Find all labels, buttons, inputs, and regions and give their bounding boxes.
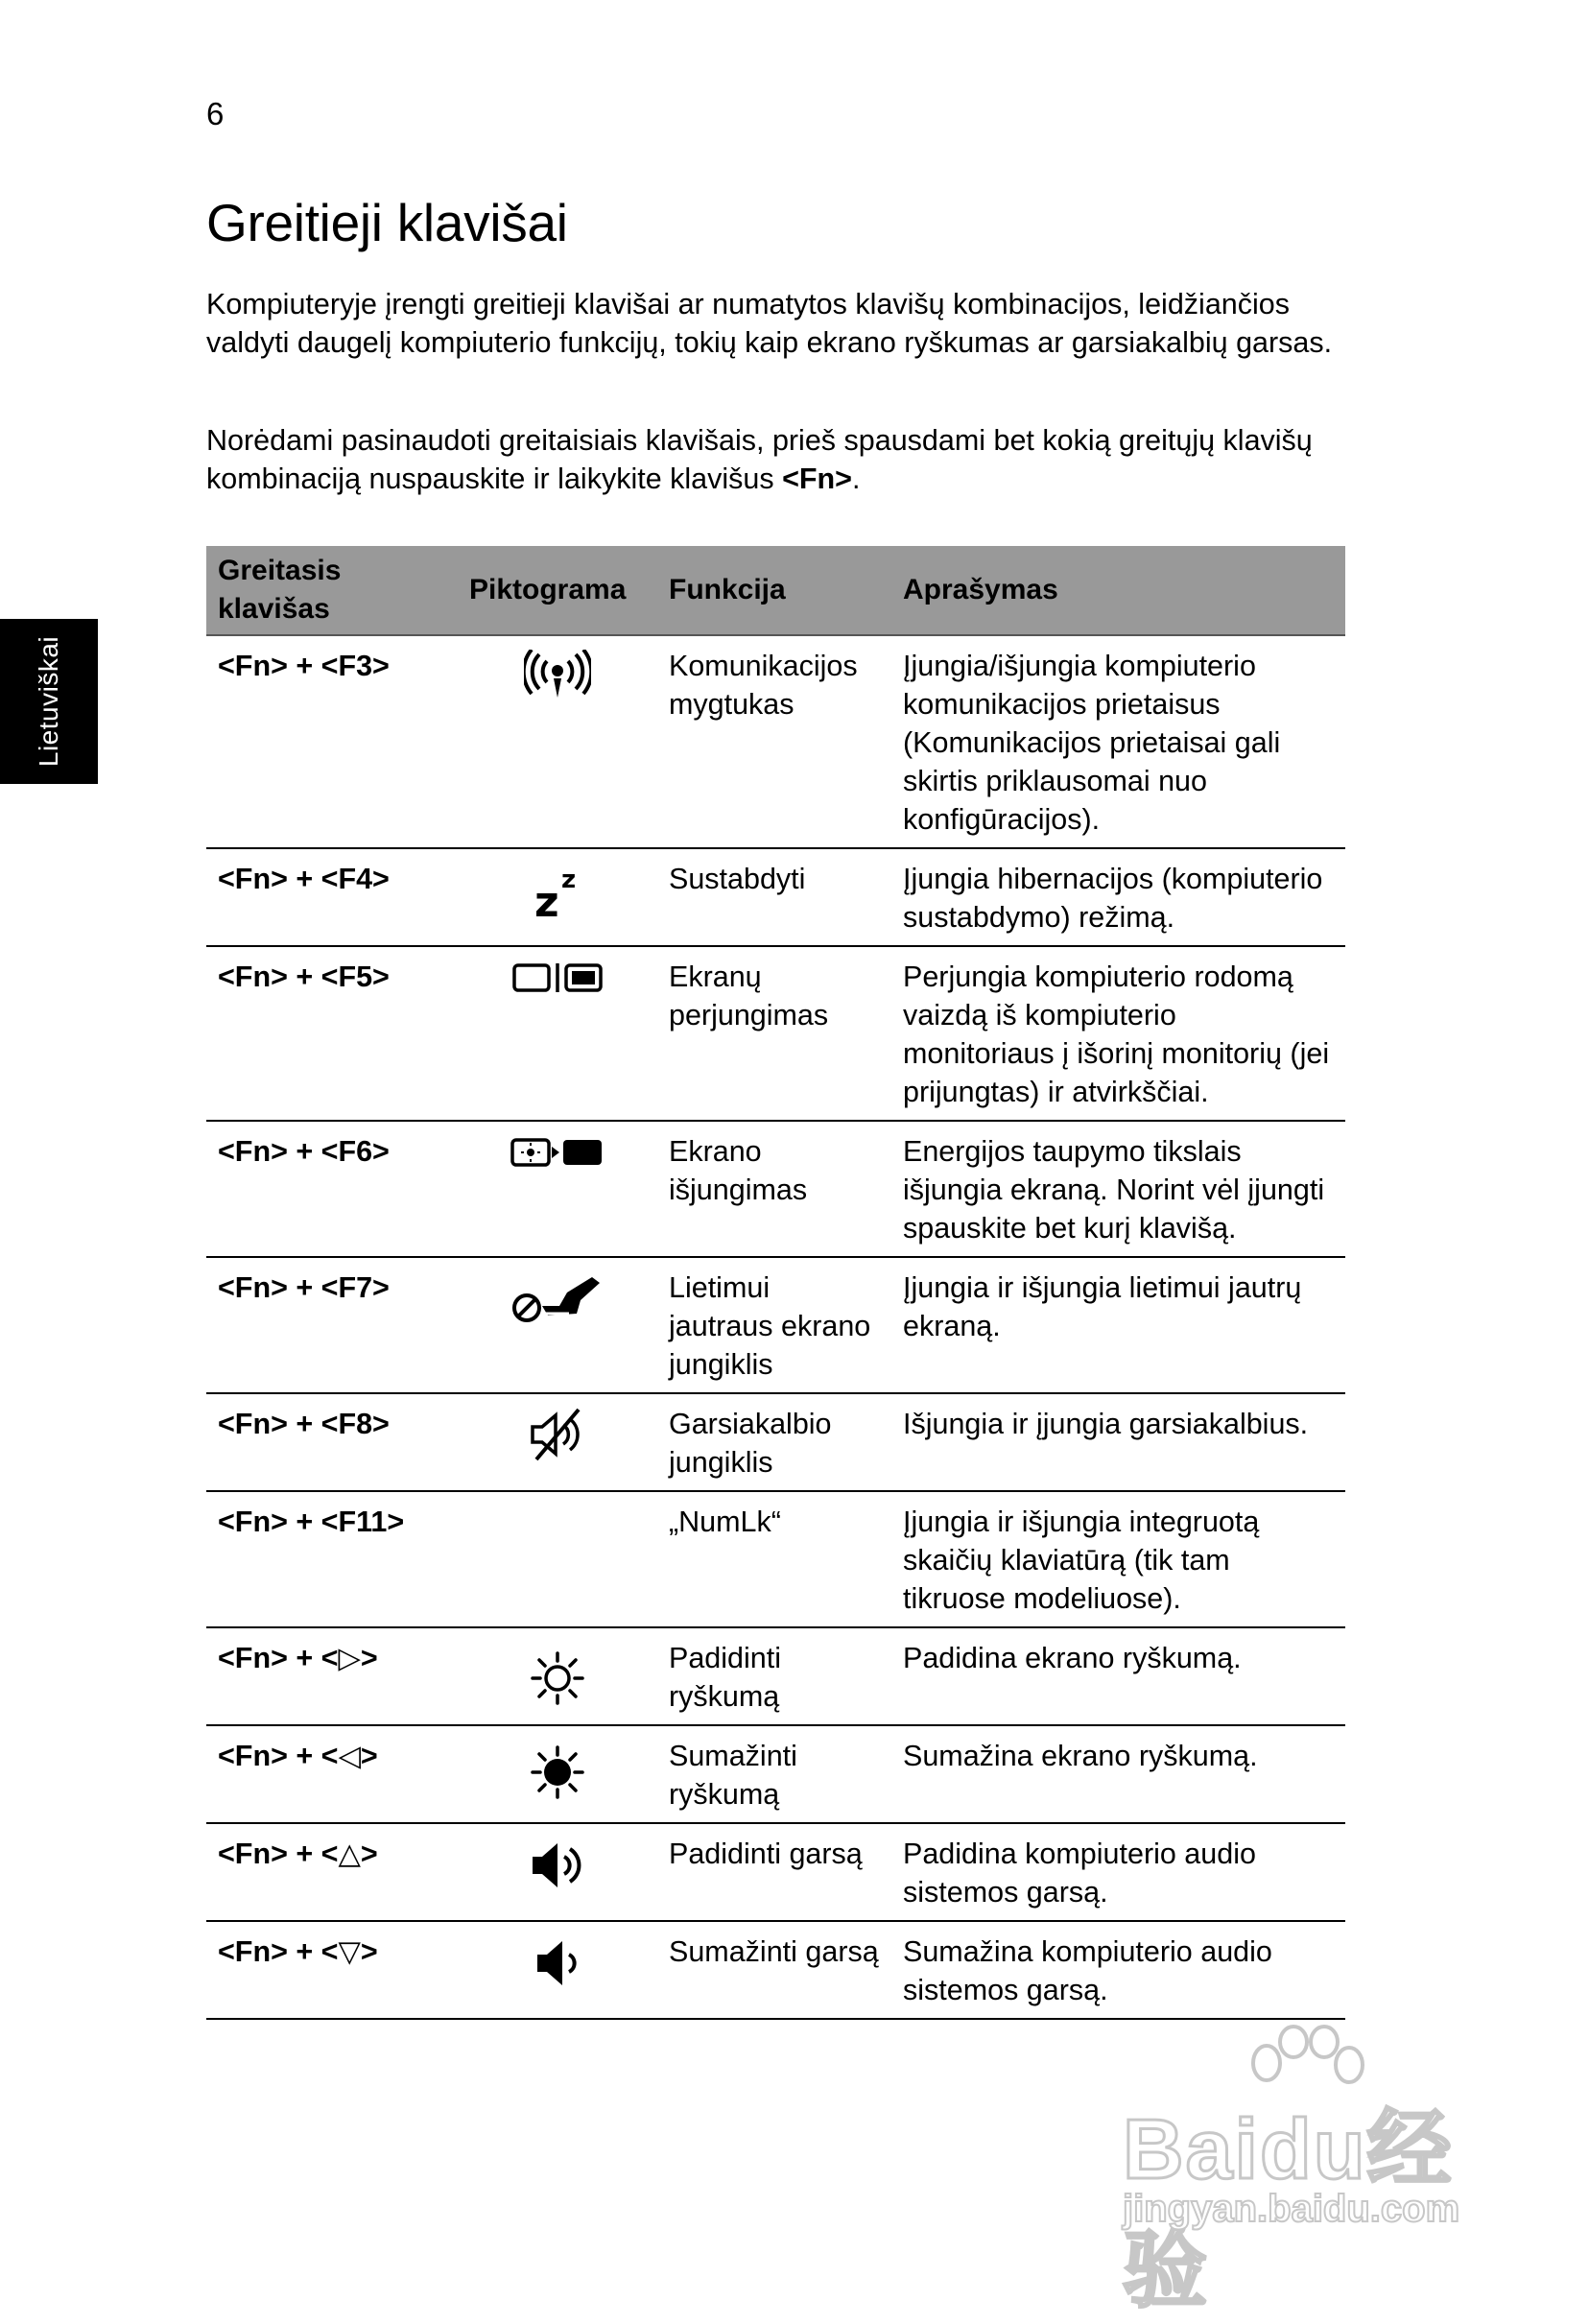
fn-key-label: <Fn> xyxy=(782,462,852,495)
screen-off-icon xyxy=(510,1135,605,1170)
hotkey-cell: <Fn> + <F7> xyxy=(206,1257,458,1393)
function-cell: Sumažinti ryškumą xyxy=(657,1725,891,1823)
intro-paragraph: Kompiuteryje įrengti greitieji klavišai ar numatytos klavišų kombinacijos, leidžiančios valdyti daugelį kompiuterio funkcijų, tokių kaip ekrano ryškumas ar garsiakalbių garsas. xyxy=(206,288,1333,359)
instruction-text: Norėdami pasinaudoti greitaisiais klavišais, prieš spausdami bet kokią greitųjų klavišų kombinaciją nuspauskite ir laikykite klavišus xyxy=(206,424,1313,495)
table-row xyxy=(206,848,1345,946)
description-cell: Įjungia/išjungia kompiuterio komunikacijos prietaisus (Komunikacijos prietaisai gali skirtis priklausomai nuo konfigūracijos). xyxy=(891,635,1345,848)
page-title: Greitieji klavišai xyxy=(206,193,568,252)
description-cell: Įjungia ir išjungia lietimui jautrų ekraną. xyxy=(891,1257,1345,1393)
description-cell: Perjungia kompiuterio rodomą vaizdą iš kompiuterio monitoriaus į išorinį monitorių (jei prijungtas) ir atvirkščiai. xyxy=(891,946,1345,1121)
hotkey-cell: <Fn> + <F11> xyxy=(206,1491,458,1627)
function-cell: Padidinti ryškumą xyxy=(657,1627,891,1725)
table-row xyxy=(206,635,1345,848)
svg-text:z: z xyxy=(534,878,559,920)
brightness-down-icon xyxy=(531,1745,584,1799)
table-row xyxy=(206,1121,1345,1257)
table-row xyxy=(206,1823,1345,1921)
hotkey-cell: <Fn> + <F6> xyxy=(206,1121,458,1257)
description-cell: Sumažina ekrano ryškumą. xyxy=(891,1725,1345,1823)
function-cell: Ekranų perjungimas xyxy=(657,946,891,1121)
watermark-brand: Baidu经验 xyxy=(1123,2101,1454,2317)
hotkey-cell: <Fn> + <▷> xyxy=(206,1627,458,1725)
hotkey-cell: <Fn> + <▽> xyxy=(206,1921,458,2019)
display-toggle-icon xyxy=(511,960,604,995)
instruction-end: . xyxy=(851,462,861,495)
table-row xyxy=(206,946,1345,1121)
language-side-tab xyxy=(0,619,98,784)
page-number: 6 xyxy=(206,96,225,131)
table-row xyxy=(206,1725,1345,1823)
header-description: Aprašymas xyxy=(891,546,1345,635)
description-cell: Energijos taupymo tikslais išjungia ekraną. Norint vėl įjungti spauskite bet kurį klavišą. xyxy=(891,1121,1345,1257)
description-cell: Padidina kompiuterio audio sistemos garsą. xyxy=(891,1823,1345,1921)
header-hotkey: Greitasis klavišas xyxy=(206,546,458,635)
volume-down-icon xyxy=(534,1937,581,1989)
header-icon: Piktograma xyxy=(458,546,657,635)
function-cell: Sumažinti garsą xyxy=(657,1921,891,2019)
volume-up-icon xyxy=(529,1839,586,1891)
sleep-icon xyxy=(529,863,586,920)
speaker-mute-icon xyxy=(527,1408,588,1461)
hotkeys-table xyxy=(206,546,1345,2020)
touch-toggle-icon xyxy=(510,1271,605,1325)
function-cell: Padidinti garsą xyxy=(657,1823,891,1921)
table-row xyxy=(206,1921,1345,2019)
baidu-watermark xyxy=(1123,2025,1497,2317)
description-cell: Padidina ekrano ryškumą. xyxy=(891,1627,1345,1725)
description-cell: Įjungia hibernacijos (kompiuterio sustabdymo) režimą. xyxy=(891,848,1345,946)
description-cell: Išjungia ir įjungia garsiakalbius. xyxy=(891,1393,1345,1491)
table-row xyxy=(206,1257,1345,1393)
wireless-icon xyxy=(524,650,591,701)
function-cell: Garsiakalbio jungiklis xyxy=(657,1393,891,1491)
table-header-row xyxy=(206,546,1345,635)
language-label: Lietuviškai xyxy=(34,635,64,768)
description-cell: Įjungia ir išjungia integruotą skaičių klaviatūrą (tik tam tikruose modeliuose). xyxy=(891,1491,1345,1627)
hotkey-cell: <Fn> + <△> xyxy=(206,1823,458,1921)
function-cell: Lietimui jautraus ekrano jungiklis xyxy=(657,1257,891,1393)
hotkey-cell: <Fn> + <F4> xyxy=(206,848,458,946)
table-row xyxy=(206,1491,1345,1627)
svg-text:z: z xyxy=(561,866,577,894)
function-cell: Ekrano išjungimas xyxy=(657,1121,891,1257)
table-row xyxy=(206,1393,1345,1491)
hotkey-cell: <Fn> + <F8> xyxy=(206,1393,458,1491)
function-cell: „NumLk“ xyxy=(657,1491,891,1627)
watermark-url: jingyan.baidu.com xyxy=(1123,2188,1460,2230)
hotkey-cell: <Fn> + <F5> xyxy=(206,946,458,1121)
brightness-up-icon xyxy=(531,1651,584,1705)
function-cell: Komunikacijos mygtukas xyxy=(657,635,891,848)
hotkey-cell: <Fn> + <◁> xyxy=(206,1725,458,1823)
instruction-paragraph xyxy=(206,421,1377,498)
empty-icon-cell xyxy=(458,1491,657,1627)
function-cell: Sustabdyti xyxy=(657,848,891,946)
header-function: Funkcija xyxy=(657,546,891,635)
description-cell: Sumažina kompiuterio audio sistemos garsą. xyxy=(891,1921,1345,2019)
hotkey-cell: <Fn> + <F3> xyxy=(206,635,458,848)
table-row xyxy=(206,1627,1345,1725)
